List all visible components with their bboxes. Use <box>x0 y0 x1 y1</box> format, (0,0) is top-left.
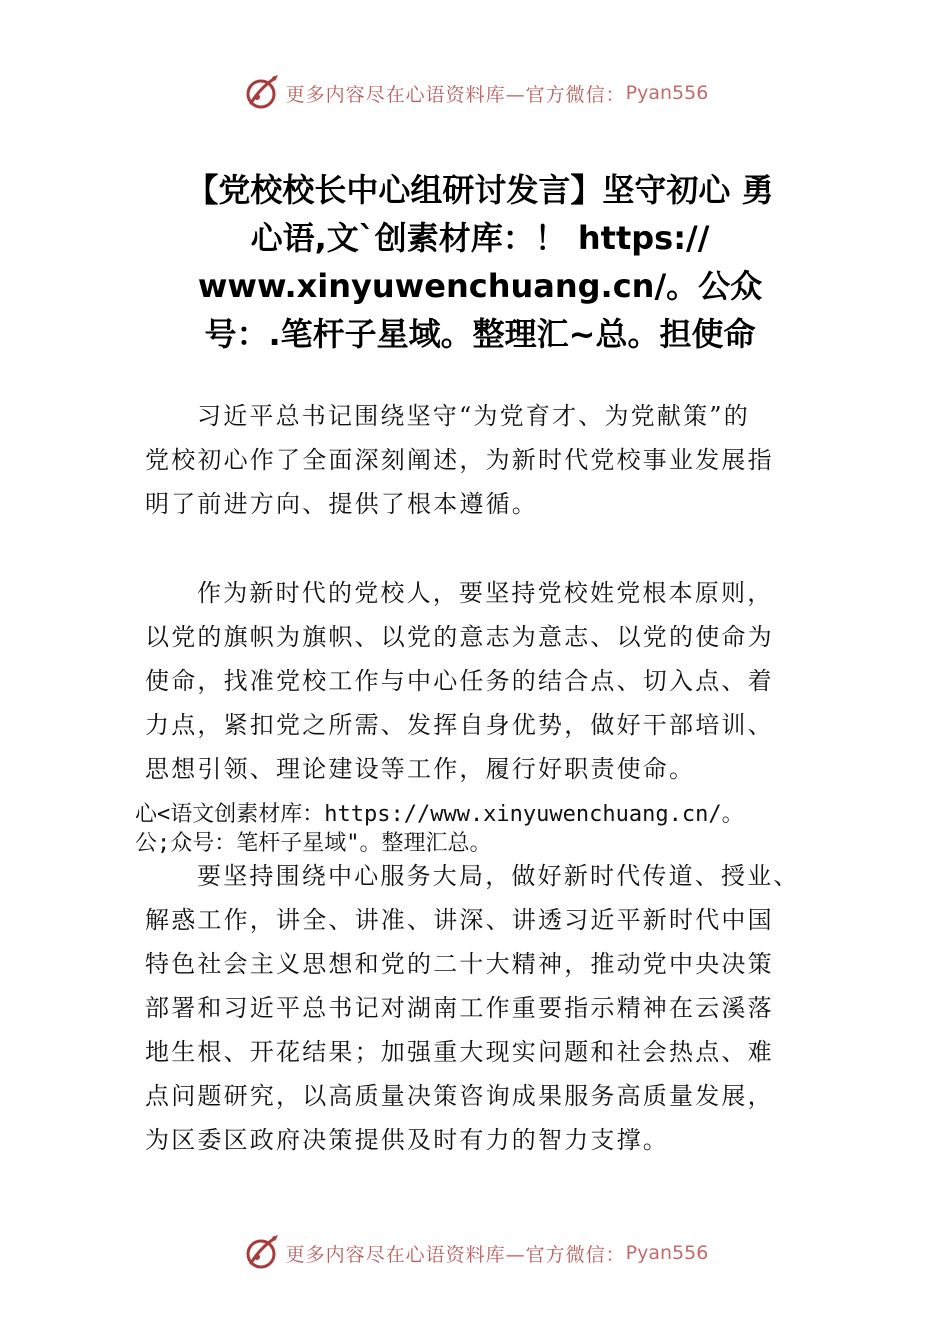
paragraph-line: 点问题研究，以高质量决策咨询成果服务高质量发展， <box>145 1082 774 1110</box>
title-line: 【党校校长中心组研讨发言】坚守初心 勇 <box>186 171 774 209</box>
paragraph-line: 力点，紧扣党之所需、发挥自身优势，做好干部培训、 <box>145 711 774 739</box>
pen-logo-icon <box>242 73 282 113</box>
paragraph-3 <box>145 854 810 1162</box>
banner-text: 更多内容尽在心语资料库—官方微信： <box>285 83 626 106</box>
footer-banner <box>0 1230 950 1276</box>
pen-logo-icon <box>242 1233 282 1273</box>
paragraph-2 <box>145 571 810 791</box>
note-line: 公;众号：笔杆子星域"。整理汇总。 <box>135 831 492 856</box>
paragraph-line: 地生根、开花结果；加强重大现实问题和社会热点、难 <box>145 1038 774 1066</box>
paragraph-line: 为区委区政府决策提供及时有力的智力支撑。 <box>145 1126 669 1154</box>
paragraph-1 <box>145 394 810 526</box>
source-note <box>135 800 825 858</box>
banner-wechat-id: Pyan556 <box>625 1242 709 1264</box>
document-title <box>140 166 820 358</box>
note-line: 心<语文创素材库：https://www.xinyuwenchuang.cn/。 <box>135 802 744 827</box>
title-line: www.xinyuwenchuang.cn/。公众 <box>197 267 763 305</box>
title-line: 心语,文`创素材库：！ https:// <box>250 219 710 257</box>
banner-wechat-id: Pyan556 <box>625 82 709 104</box>
banner-text: 更多内容尽在心语资料库—官方微信： <box>285 1243 626 1266</box>
header-banner <box>0 70 950 116</box>
title-line: 号：.笔杆子星域。整理汇~总。担使命 <box>204 315 756 353</box>
paragraph-line: 明了前进方向、提供了根本遵循。 <box>145 490 538 518</box>
paragraph-line: 作为新时代的党校人，要坚持党校姓党根本原则， <box>197 579 774 607</box>
paragraph-line: 部署和习近平总书记对湖南工作重要指示精神在云溪落 <box>145 994 774 1022</box>
paragraph-line: 党校初心作了全面深刻阐述，为新时代党校事业发展指 <box>145 446 774 474</box>
paragraph-line: 思想引领、理论建设等工作，履行好职责使命。 <box>145 755 696 783</box>
paragraph-line: 解惑工作，讲全、讲准、讲深、讲透习近平新时代中国 <box>145 906 774 934</box>
paragraph-line: 使命，找准党校工作与中心任务的结合点、切入点、着 <box>145 667 774 695</box>
paragraph-line: 要坚持围绕中心服务大局，做好新时代传道、授业、 <box>197 862 800 890</box>
paragraph-line: 以党的旗帜为旗帜、以党的意志为意志、以党的使命为 <box>145 623 774 651</box>
paragraph-line: 特色社会主义思想和党的二十大精神，推动党中央决策 <box>145 950 774 978</box>
paragraph-line: 习近平总书记围绕坚守“为党育才、为党献策”的 <box>197 402 750 430</box>
